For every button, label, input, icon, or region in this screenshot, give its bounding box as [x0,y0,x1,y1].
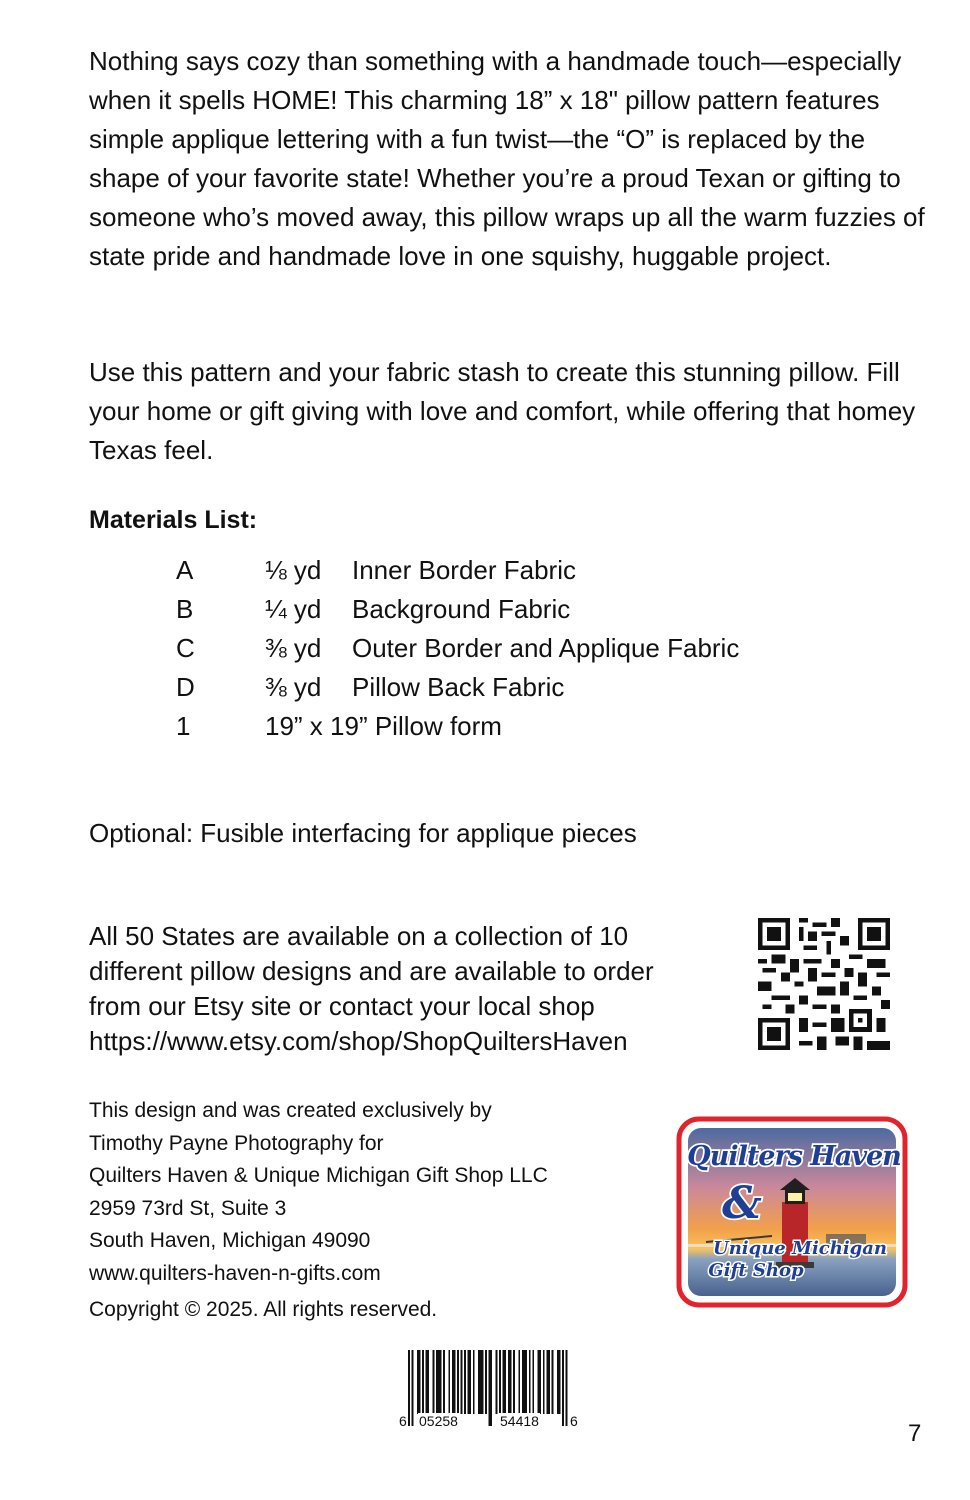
material-letter: D [176,672,195,702]
barcode-group-2: 54418 [500,1413,539,1429]
material-row-a [0,551,970,590]
credits-block [89,1095,548,1290]
material-letter: 1 [176,711,191,741]
material-letter: A [176,555,194,585]
material-letter: C [176,633,195,663]
states-line-3: from our Etsy site or contact your local shop [89,991,595,1021]
material-letter: B [176,594,194,624]
materials-list [0,551,970,746]
logo-subtitle: Unique Michigan [713,1238,887,1259]
states-line-1: All 50 States are available on a collection of 10 [89,921,629,951]
materials-heading: Materials List: [89,506,258,534]
credits-line-4: 2959 73rd St, Suite 3 [89,1196,287,1220]
website-link[interactable]: www.quilters-haven-n-gifts.com [89,1261,381,1285]
barcode-group-1: 05258 [419,1413,458,1429]
copyright-notice: Copyright © 2025. All rights reserved. [89,1298,438,1321]
credits-line-5: South Haven, Michigan 49090 [89,1229,371,1252]
material-quantity: ⅛ yd [265,555,322,585]
material-quantity: ⅜ yd [265,633,322,663]
credits-line-1: This design and was created exclusively by [89,1099,492,1122]
material-description: Inner Border Fabric [352,555,576,585]
etsy-link[interactable]: https://www.etsy.com/shop/ShopQuiltersHaven [89,1026,628,1056]
credits-line-3: Quilters Haven & Unique Michigan Gift Shop LLC [89,1164,548,1187]
logo-title: Quilters Haven [687,1141,901,1172]
material-row-c [0,629,970,668]
qr-code-icon[interactable] [758,918,890,1050]
intro-paragraph-2: Use this pattern and your fabric stash to create this stunning pillow. Fill your home or gift giving with love and comfort, while offering that homey Texas feel. [89,357,916,465]
barcode-digit-left: 6 [399,1413,407,1429]
material-row-pillow-form [0,707,970,746]
optional-note: Optional: Fusible interfacing for applique pieces [89,818,637,848]
material-row-b [0,590,970,629]
material-row-d [0,668,970,707]
states-note [89,919,739,1059]
logo-subtitle-2: Gift Shop [708,1260,804,1281]
page-number: 7 [908,1420,922,1447]
material-description: Outer Border and Applique Fabric [352,633,740,663]
material-description: Pillow Back Fabric [352,672,565,702]
quilters-haven-logo [676,1116,908,1308]
material-description: Background Fabric [352,594,571,624]
material-quantity: 19” x 19” Pillow form [265,711,502,741]
logo-ampersand: & [722,1178,762,1229]
material-quantity: ⅜ yd [265,672,322,702]
states-line-2: different pillow designs and are available to order [89,956,654,986]
credits-line-2: Timothy Payne Photography for [89,1131,384,1155]
barcode-digit-right: 6 [570,1413,578,1429]
intro-paragraph-1: Nothing says cozy than something with a handmade touch—especially when it spells HOME! This charming 18” x 18" pillow pattern features simple applique lettering with a fun twist—the “O” is replaced by the shape of your favorite state! Whether you’re a proud Texan or gifting to someone who’s moved away, this pillow wraps up all the warm fuzzies of state pride and handmade love in one squishy, huggable project. [89,46,925,271]
material-quantity: ¼ yd [265,594,322,624]
